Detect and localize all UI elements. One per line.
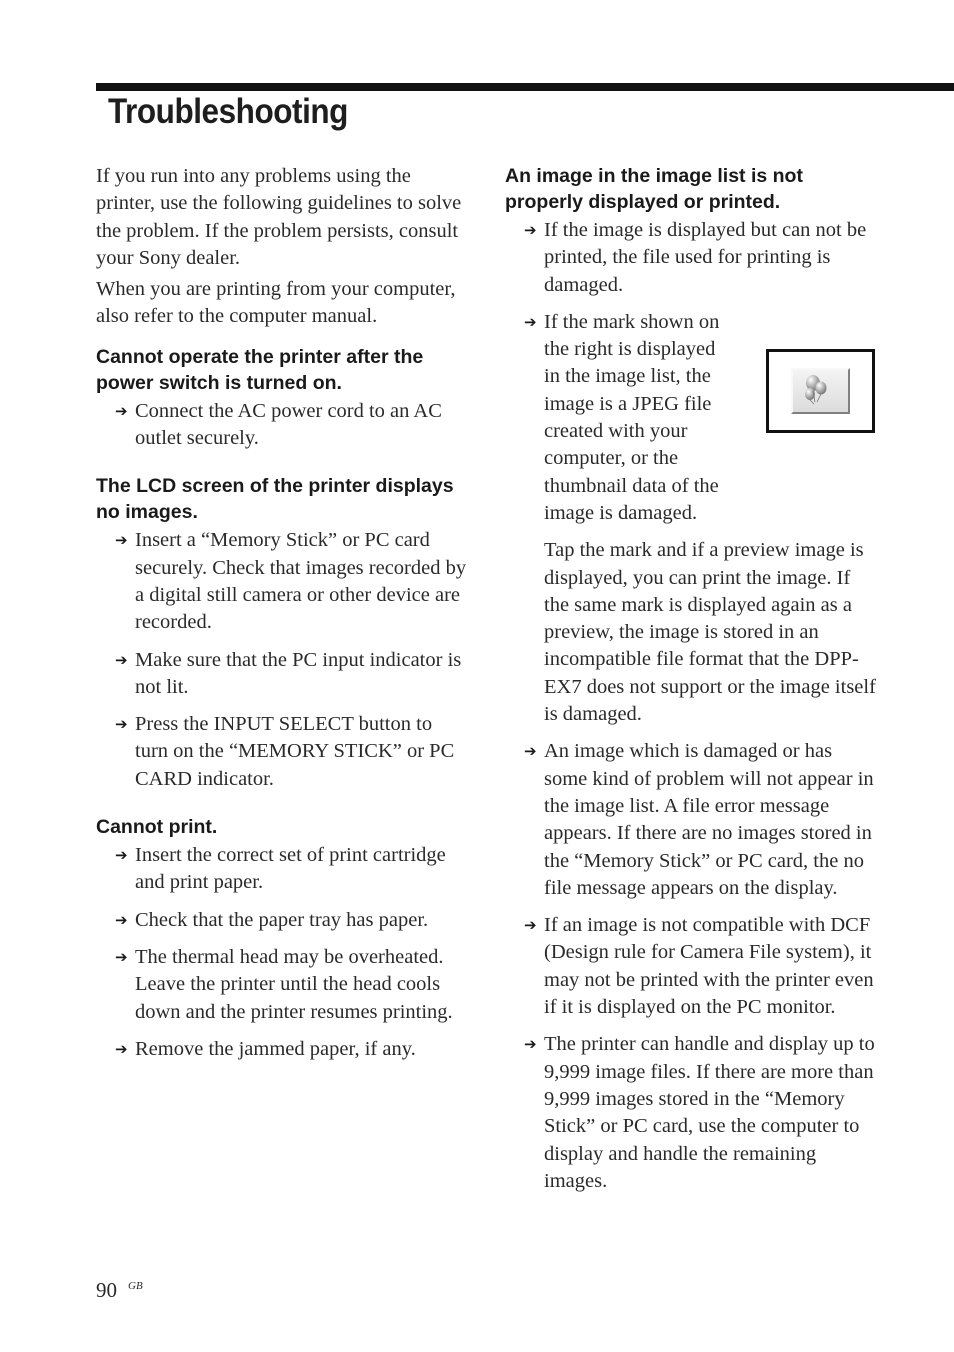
section-heading: An image in the image list is not properly displayed or printed. (505, 165, 803, 213)
solution-item (96, 1036, 468, 1063)
arrow-right-icon: ➔ (524, 742, 537, 761)
page-title: Troubleshooting (108, 92, 348, 131)
solution-text-line: thumbnail data of the (544, 474, 719, 497)
note-paragraph: Tap the mark and if a preview image is displayed, you can print the image. If the same mark is displayed again as a preview, the image is stored in an incompatible file format that the DPP-EX7 does not support or the image itself is damaged. (544, 539, 876, 726)
arrow-right-icon: ➔ (115, 531, 128, 550)
solution-list (96, 398, 468, 453)
solution-text-line: in the image list, the (544, 365, 711, 388)
solution-text: Insert the correct set of print cartridge and print paper. (135, 844, 446, 894)
solution-text-line: If the mark shown on (544, 310, 720, 333)
solution-list (96, 842, 468, 1063)
solution-text-line: created with your (544, 420, 688, 443)
right-column (505, 163, 880, 1205)
solution-item (505, 738, 880, 902)
arrow-right-icon: ➔ (115, 910, 128, 929)
solution-text: Connect the AC power cord to an AC outlet securely. (135, 399, 442, 450)
arrow-right-icon: ➔ (115, 947, 128, 966)
solution-text-line: image is a JPEG file (544, 392, 712, 415)
intro-paragraph: When you are printing from your computer, also refer to the computer manual. (96, 278, 456, 328)
arrow-right-icon: ➔ (115, 1039, 128, 1058)
solution-item (96, 647, 468, 702)
solution-list (505, 738, 880, 1195)
section-lcd (96, 473, 468, 793)
arrow-right-icon: ➔ (524, 312, 537, 331)
solution-text: The thermal head may be overheated. Leave the printer until the head cools down and the printer resumes printing. (135, 945, 453, 1023)
page-number: 90 (96, 1278, 117, 1302)
title-rule (96, 83, 954, 91)
solution-item (96, 842, 468, 897)
arrow-right-icon: ➔ (524, 1035, 537, 1054)
solution-text: If the image is displayed but can not be printed, the file used for printing is damaged. (544, 219, 867, 296)
intro-paragraph: If you run into any problems using the printer, use the following guidelines to solve the problem. If the problem persists, consult your Sony dealer. (96, 165, 462, 269)
solution-list (96, 527, 468, 793)
arrow-right-icon: ➔ (524, 221, 537, 239)
solution-text-line: the right is displayed (544, 338, 716, 361)
section-cannot-print (96, 814, 468, 1063)
solution-item (96, 944, 468, 1026)
solution-text: If an image is not compatible with DCF (Design rule for Camera File system), it may not be printed with the printer even if it is displayed on the PC monitor. (544, 914, 874, 1019)
solution-text: Press the INPUT SELECT button to turn on the “MEMORY STICK” or PC CARD indicator. (135, 713, 455, 790)
arrow-right-icon: ➔ (115, 650, 128, 669)
region-code: GB (128, 1280, 143, 1292)
solution-item (505, 217, 880, 299)
solution-item (505, 912, 880, 1021)
section-heading: Cannot print. (96, 816, 218, 839)
solution-text: The printer can handle and display up to 9,999 image files. If there are more than 9,999 images stored in the “Memory Stick” or PC card, use the computer to display and handle the remaining images. (544, 1033, 875, 1192)
arrow-right-icon: ➔ (115, 401, 128, 420)
arrow-right-icon: ➔ (115, 846, 128, 865)
solution-text: Remove the jammed paper, if any. (135, 1037, 416, 1060)
section-heading: Cannot operate the printer after the power switch is turned on. (96, 345, 424, 394)
balloons-icon (793, 370, 844, 408)
solution-item (96, 907, 468, 934)
arrow-right-icon: ➔ (524, 916, 537, 935)
solution-item (505, 1031, 880, 1195)
broken-image-thumbnail-icon (766, 349, 875, 433)
solution-item (96, 527, 468, 636)
solution-text-line: image is damaged. (544, 501, 698, 524)
solution-text-line: computer, or the (544, 447, 679, 470)
solution-text: Insert a “Memory Stick” or PC card securely. Check that images recorded by a digital still camera or other device are recorded. (135, 529, 467, 634)
solution-item (96, 711, 468, 793)
arrow-right-icon: ➔ (115, 715, 128, 734)
solution-text: Make sure that the PC input indicator is not lit. (135, 648, 462, 698)
thumbnail-frame (791, 368, 850, 414)
solution-text: Check that the paper tray has paper. (135, 908, 429, 931)
solution-item (96, 398, 468, 453)
section-heading: The LCD screen of the printer displays no images. (96, 475, 454, 524)
section-power (96, 344, 468, 453)
left-column (96, 163, 468, 1084)
solution-text: An image which is damaged or has some kind of problem will not appear in the image list. A file error message appears. If there are no images stored in the “Memory Stick” or PC card, the no file message appears on the display. (544, 740, 874, 899)
